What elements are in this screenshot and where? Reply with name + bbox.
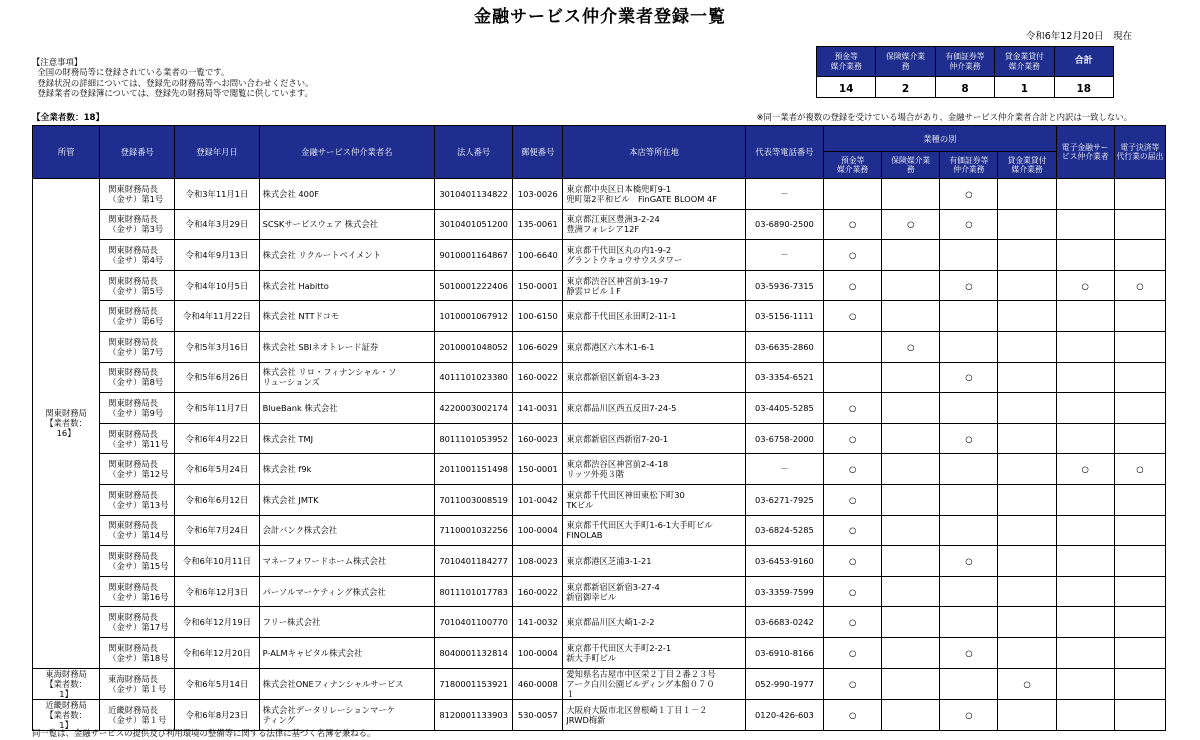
- elec-pay-mark-cell: [1114, 393, 1165, 424]
- business-mark-cell: [998, 607, 1056, 638]
- phone-cell: 03-6890-2500: [745, 209, 823, 240]
- elec-fin-mark-cell: [1056, 484, 1114, 515]
- table-row: [33, 668, 1166, 699]
- business-mark-cell: ○: [824, 515, 882, 546]
- total-count: 【全業者数：18】: [32, 113, 105, 123]
- address-cell: 東京都江東区豊洲3-2-24 豊洲フォレシア12F: [563, 209, 745, 240]
- business-mark-cell: ○: [824, 240, 882, 271]
- business-mark-cell: ○: [824, 209, 882, 240]
- corp-no-cell: 1010001067912: [435, 301, 513, 332]
- business-mark-cell: [882, 301, 940, 332]
- reg-date-cell: 令和4年3月29日: [175, 209, 259, 240]
- reg-date-cell: 令和6年6月12日: [175, 484, 259, 515]
- postal-cell: 108-0023: [513, 546, 563, 577]
- business-mark-cell: [882, 699, 940, 730]
- business-mark-cell: [998, 301, 1056, 332]
- table-row: [33, 607, 1166, 638]
- business-mark-cell: [824, 179, 882, 210]
- table-row: [33, 699, 1166, 730]
- table-row: [33, 423, 1166, 454]
- business-mark-cell: [998, 179, 1056, 210]
- header-elec-fin: 電子金融サー ビス仲介業者: [1056, 126, 1114, 179]
- address-cell: 東京都品川区大崎1-2-2: [563, 607, 745, 638]
- phone-cell: 03-3359-7599: [745, 576, 823, 607]
- name-cell: BlueBank 株式会社: [259, 393, 434, 424]
- business-mark-cell: ○: [940, 209, 998, 240]
- summary-value: 1: [995, 77, 1054, 98]
- header-corp-no: 法人番号: [435, 126, 513, 179]
- address-cell: 東京都港区芝浦3-1-21: [563, 546, 745, 577]
- business-mark-cell: [940, 454, 998, 485]
- business-mark-cell: ○: [940, 699, 998, 730]
- business-mark-cell: [998, 240, 1056, 271]
- corp-no-cell: 7110001032256: [435, 515, 513, 546]
- phone-cell: 03-6910-8166: [745, 637, 823, 668]
- corp-no-cell: 7011003008519: [435, 484, 513, 515]
- registry-table: [32, 125, 1166, 731]
- name-cell: 株式会社 f9k: [259, 454, 434, 485]
- phone-cell: 03-4405-5285: [745, 393, 823, 424]
- elec-pay-mark-cell: ○: [1114, 270, 1165, 301]
- business-mark-cell: [824, 362, 882, 393]
- business-mark-cell: [940, 240, 998, 271]
- address-cell: 東京都千代田区大手町1-6-1大手町ビル FINOLAB: [563, 515, 745, 546]
- business-mark-cell: ○: [824, 668, 882, 699]
- postal-cell: 160-0022: [513, 362, 563, 393]
- postal-cell: 135-0061: [513, 209, 563, 240]
- table-row: [33, 301, 1166, 332]
- business-mark-cell: ○: [940, 362, 998, 393]
- address-cell: 東京都新宿区西新宿7-20-1: [563, 423, 745, 454]
- business-mark-cell: [882, 454, 940, 485]
- reg-no-cell: 関東財務局長 （金サ）第6号: [100, 301, 175, 332]
- reg-date-cell: 令和6年8月23日: [175, 699, 259, 730]
- corp-no-cell: 9010001164867: [435, 240, 513, 271]
- corp-no-cell: 2010001048052: [435, 331, 513, 362]
- summary-header: 預金等 媒介業務: [817, 47, 876, 77]
- business-mark-cell: [998, 270, 1056, 301]
- postal-cell: 103-0026: [513, 179, 563, 210]
- header-postal: 郵便番号: [513, 126, 563, 179]
- reg-no-cell: 近畿財務局長 （金サ）第１号: [100, 699, 175, 730]
- business-mark-cell: [882, 423, 940, 454]
- business-mark-cell: [940, 515, 998, 546]
- elec-pay-mark-cell: [1114, 240, 1165, 271]
- corp-no-cell: 7180001153921: [435, 668, 513, 699]
- address-cell: 大阪府大阪市北区曽根崎１丁目１－２ JRWD梅新: [563, 699, 745, 730]
- business-mark-cell: ○: [824, 607, 882, 638]
- reg-no-cell: 関東財務局長 （金サ）第11号: [100, 423, 175, 454]
- header-biz-insurance: 保険媒介業 務: [882, 152, 940, 179]
- corp-no-cell: 3010401134822: [435, 179, 513, 210]
- reg-date-cell: 令和3年11月1日: [175, 179, 259, 210]
- reg-date-cell: 令和6年7月24日: [175, 515, 259, 546]
- note-line: 登録状況の詳細については、登録先の財務局等へお問い合わせください。: [37, 77, 314, 88]
- address-cell: 東京都中央区日本橋兜町9-1 兜町第2平和ビル FinGATE BLOOM 4F: [563, 179, 745, 210]
- summary-header: 貸金業貸付 媒介業務: [995, 47, 1054, 77]
- postal-cell: 101-0042: [513, 484, 563, 515]
- corp-no-cell: 7010401100770: [435, 607, 513, 638]
- note-line: 全国の財務局等に登録されている業者の一覧です。: [37, 67, 230, 78]
- elec-pay-mark-cell: [1114, 607, 1165, 638]
- business-mark-cell: ○: [940, 270, 998, 301]
- phone-cell: 03-3354-6521: [745, 362, 823, 393]
- business-mark-cell: [940, 668, 998, 699]
- corp-no-cell: 8040001132814: [435, 637, 513, 668]
- business-mark-cell: [882, 393, 940, 424]
- postal-cell: 460-0008: [513, 668, 563, 699]
- table-row: [33, 515, 1166, 546]
- corp-no-cell: 4220003002174: [435, 393, 513, 424]
- business-mark-cell: ○: [940, 179, 998, 210]
- summary-value: 14: [817, 77, 876, 98]
- reg-no-cell: 関東財務局長 （金サ）第17号: [100, 607, 175, 638]
- reg-date-cell: 令和4年11月22日: [175, 301, 259, 332]
- reg-date-cell: 令和4年10月5日: [175, 270, 259, 301]
- name-cell: 株式会社ONEフィナンシャルサービス: [259, 668, 434, 699]
- summary-value: 8: [935, 77, 994, 98]
- table-row: [33, 240, 1166, 271]
- header-name: 金融サービス仲介業者名: [259, 126, 434, 179]
- elec-fin-mark-cell: [1056, 668, 1114, 699]
- header-elec-pay: 電子決済等 代行業の届出: [1114, 126, 1165, 179]
- page-title: 金融サービス仲介業者登録一覧: [474, 7, 726, 27]
- table-row: [33, 331, 1166, 362]
- reg-no-cell: 関東財務局長 （金サ）第14号: [100, 515, 175, 546]
- name-cell: パーソルマーケティング株式会社: [259, 576, 434, 607]
- elec-pay-mark-cell: [1114, 515, 1165, 546]
- name-cell: 株式会社 NTTドコモ: [259, 301, 434, 332]
- name-cell: P-ALMキャピタル株式会社: [259, 637, 434, 668]
- reg-no-cell: 関東財務局長 （金サ）第3号: [100, 209, 175, 240]
- phone-cell: －: [745, 179, 823, 210]
- reg-date-cell: 令和6年10月11日: [175, 546, 259, 577]
- name-cell: 株式会社 SBIネオトレード証券: [259, 331, 434, 362]
- name-cell: 株式会社 JMTK: [259, 484, 434, 515]
- header-biz-deposit: 預金等 媒介業務: [824, 152, 882, 179]
- reg-no-cell: 関東財務局長 （金サ）第18号: [100, 637, 175, 668]
- business-mark-cell: [882, 668, 940, 699]
- postal-cell: 100-6150: [513, 301, 563, 332]
- business-mark-cell: [882, 546, 940, 577]
- summary-value: 2: [876, 77, 935, 98]
- reg-date-cell: 令和5年6月26日: [175, 362, 259, 393]
- elec-fin-mark-cell: [1056, 393, 1114, 424]
- reg-no-cell: 関東財務局長 （金サ）第1号: [100, 179, 175, 210]
- phone-cell: 03-6824-5285: [745, 515, 823, 546]
- business-mark-cell: [940, 393, 998, 424]
- business-mark-cell: [998, 454, 1056, 485]
- reg-date-cell: 令和6年4月22日: [175, 423, 259, 454]
- table-row: [33, 576, 1166, 607]
- business-mark-cell: [998, 515, 1056, 546]
- elec-pay-mark-cell: [1114, 331, 1165, 362]
- elec-fin-mark-cell: [1056, 240, 1114, 271]
- address-cell: 東京都品川区西五反田7-24-5: [563, 393, 745, 424]
- business-mark-cell: ○: [824, 699, 882, 730]
- phone-cell: 03-6635-2860: [745, 331, 823, 362]
- elec-pay-mark-cell: [1114, 546, 1165, 577]
- business-mark-cell: [882, 607, 940, 638]
- elec-fin-mark-cell: [1056, 209, 1114, 240]
- corp-no-cell: 3010401051200: [435, 209, 513, 240]
- business-mark-cell: ○: [824, 270, 882, 301]
- business-mark-cell: [998, 362, 1056, 393]
- business-mark-cell: [940, 331, 998, 362]
- business-mark-cell: [824, 331, 882, 362]
- table-row: [33, 454, 1166, 485]
- elec-fin-mark-cell: [1056, 179, 1114, 210]
- address-cell: 愛知県名古屋市中区栄２丁目２番２３号 アーク白川公園ビルディング本館０７０ １: [563, 668, 745, 699]
- note-line: 登録業者の登録簿については、登録先の財務局等で閲覧に供しています。: [37, 88, 313, 99]
- address-cell: 東京都渋谷区神宮前3-19-7 静雲ロビル１F: [563, 270, 745, 301]
- reg-no-cell: 関東財務局長 （金サ）第4号: [100, 240, 175, 271]
- name-cell: フリー株式会社: [259, 607, 434, 638]
- elec-fin-mark-cell: [1056, 331, 1114, 362]
- business-mark-cell: ○: [824, 423, 882, 454]
- corp-no-cell: 2011001151498: [435, 454, 513, 485]
- reg-no-cell: 関東財務局長 （金サ）第12号: [100, 454, 175, 485]
- elec-fin-mark-cell: [1056, 301, 1114, 332]
- business-mark-cell: [998, 699, 1056, 730]
- reg-no-cell: 関東財務局長 （金サ）第8号: [100, 362, 175, 393]
- business-mark-cell: [940, 301, 998, 332]
- postal-cell: 100-0004: [513, 515, 563, 546]
- bureau-cell: 近畿財務局 【業者数： 1】: [33, 699, 100, 730]
- address-cell: 東京都新宿区新宿3-27-4 新宿御幸ビル: [563, 576, 745, 607]
- summary-table: [816, 46, 1114, 98]
- reg-date-cell: 令和6年12月3日: [175, 576, 259, 607]
- corp-no-cell: 5010001222406: [435, 270, 513, 301]
- reg-no-cell: 東海財務局長 （金サ）第１号: [100, 668, 175, 699]
- reg-date-cell: 令和5年3月16日: [175, 331, 259, 362]
- postal-cell: 160-0022: [513, 576, 563, 607]
- elec-fin-mark-cell: [1056, 362, 1114, 393]
- elec-fin-mark-cell: [1056, 546, 1114, 577]
- phone-cell: 03-6683-0242: [745, 607, 823, 638]
- header-jurisdiction: 所管: [33, 126, 100, 179]
- elec-fin-mark-cell: [1056, 607, 1114, 638]
- address-cell: 東京都千代田区大手町2-2-1 新大手町ビル: [563, 637, 745, 668]
- business-mark-cell: ○: [882, 209, 940, 240]
- business-mark-cell: ○: [824, 576, 882, 607]
- summary-value-total: 18: [1054, 77, 1113, 98]
- postal-cell: 150-0001: [513, 454, 563, 485]
- reg-date-cell: 令和6年12月19日: [175, 607, 259, 638]
- address-cell: 東京都千代田区永田町2-11-1: [563, 301, 745, 332]
- elec-pay-mark-cell: [1114, 179, 1165, 210]
- name-cell: 株式会社 リロ・フィナンシャル・ソ リューションズ: [259, 362, 434, 393]
- corp-no-cell: 8120001133903: [435, 699, 513, 730]
- phone-cell: 03-6758-2000: [745, 423, 823, 454]
- postal-cell: 141-0032: [513, 607, 563, 638]
- header-biz-lending: 貸金業貸付 媒介業務: [998, 152, 1056, 179]
- name-cell: 会計バンク株式会社: [259, 515, 434, 546]
- phone-cell: 03-5156-1111: [745, 301, 823, 332]
- corp-no-cell: 4011101023380: [435, 362, 513, 393]
- registry-body: [33, 179, 1166, 731]
- business-mark-cell: [882, 270, 940, 301]
- reg-no-cell: 関東財務局長 （金サ）第7号: [100, 331, 175, 362]
- table-row: [33, 362, 1166, 393]
- notes-heading: 【注意事項】: [32, 57, 83, 67]
- elec-pay-mark-cell: [1114, 637, 1165, 668]
- elec-pay-mark-cell: [1114, 576, 1165, 607]
- phone-cell: －: [745, 454, 823, 485]
- summary-header: 有価証券等 仲介業務: [935, 47, 994, 77]
- business-mark-cell: ○: [940, 637, 998, 668]
- business-mark-cell: ○: [824, 484, 882, 515]
- business-mark-cell: [882, 240, 940, 271]
- summary-header-total: 合計: [1054, 47, 1113, 77]
- business-mark-cell: [882, 637, 940, 668]
- name-cell: 株式会社 TMJ: [259, 423, 434, 454]
- business-mark-cell: [998, 331, 1056, 362]
- business-mark-cell: [882, 515, 940, 546]
- reg-no-cell: 関東財務局長 （金サ）第13号: [100, 484, 175, 515]
- corp-no-cell: 7010401184277: [435, 546, 513, 577]
- table-row: [33, 484, 1166, 515]
- business-mark-cell: [998, 576, 1056, 607]
- business-mark-cell: [882, 576, 940, 607]
- table-row: [33, 393, 1166, 424]
- reg-no-cell: 関東財務局長 （金サ）第15号: [100, 546, 175, 577]
- phone-cell: －: [745, 240, 823, 271]
- header-phone: 代表等電話番号: [745, 126, 823, 179]
- business-mark-cell: ○: [824, 546, 882, 577]
- name-cell: 株式会社データリレーションマーケ ティング: [259, 699, 434, 730]
- business-mark-cell: [940, 607, 998, 638]
- elec-fin-mark-cell: [1056, 423, 1114, 454]
- table-row: [33, 270, 1166, 301]
- table-row: [33, 546, 1166, 577]
- elec-pay-mark-cell: [1114, 423, 1165, 454]
- address-cell: 東京都渋谷区神宮前2-4-18 リッツ外苑３階: [563, 454, 745, 485]
- postal-cell: 100-6640: [513, 240, 563, 271]
- business-mark-cell: [882, 362, 940, 393]
- business-mark-cell: [998, 423, 1056, 454]
- business-mark-cell: ○: [824, 393, 882, 424]
- notes: [32, 57, 314, 99]
- phone-cell: 03-6271-7925: [745, 484, 823, 515]
- business-mark-cell: [940, 576, 998, 607]
- business-mark-cell: [998, 637, 1056, 668]
- business-mark-cell: [998, 393, 1056, 424]
- header-business-group: 業種の別: [824, 126, 1057, 152]
- reg-no-cell: 関東財務局長 （金サ）第9号: [100, 393, 175, 424]
- bottom-note: 同一覧は、金融サービスの提供及び利用環境の整備等に関する法律に基づく名簿を兼ねる。: [32, 728, 376, 738]
- name-cell: マネーフォワードホーム株式会社: [259, 546, 434, 577]
- address-cell: 東京都千代田区神田東松下町30 TKビル: [563, 484, 745, 515]
- header-reg-date: 登録年月日: [175, 126, 259, 179]
- elec-pay-mark-cell: [1114, 699, 1165, 730]
- business-mark-cell: [882, 179, 940, 210]
- business-mark-cell: ○: [940, 423, 998, 454]
- name-cell: 株式会社 リクルートペイメント: [259, 240, 434, 271]
- header-reg-no: 登録番号: [100, 126, 175, 179]
- elec-fin-mark-cell: ○: [1056, 270, 1114, 301]
- phone-cell: 03-5936-7315: [745, 270, 823, 301]
- phone-cell: 052-990-1977: [745, 668, 823, 699]
- footnote: ※同一業者が複数の登録を受けている場合があり、金融サービス仲介業者合計と内訳は一致しない。: [756, 112, 1132, 122]
- corp-no-cell: 8011101017783: [435, 576, 513, 607]
- address-cell: 東京都新宿区新宿4-3-23: [563, 362, 745, 393]
- postal-cell: 150-0001: [513, 270, 563, 301]
- business-mark-cell: [998, 484, 1056, 515]
- as-of-date: 令和6年12月20日 現在: [1025, 31, 1132, 42]
- business-mark-cell: [998, 546, 1056, 577]
- address-cell: 東京都港区六本木1-6-1: [563, 331, 745, 362]
- table-row: [33, 179, 1166, 210]
- reg-date-cell: 令和4年9月13日: [175, 240, 259, 271]
- elec-pay-mark-cell: [1114, 301, 1165, 332]
- business-mark-cell: ○: [882, 331, 940, 362]
- bureau-cell: 東海財務局 【業者数： 1】: [33, 668, 100, 699]
- phone-cell: 03-6453-9160: [745, 546, 823, 577]
- address-cell: 東京都千代田区丸の内1-9-2 グラントウキョウサウスタワー: [563, 240, 745, 271]
- corp-no-cell: 8011101053952: [435, 423, 513, 454]
- business-mark-cell: [940, 484, 998, 515]
- business-mark-cell: ○: [998, 668, 1056, 699]
- elec-pay-mark-cell: [1114, 668, 1165, 699]
- reg-no-cell: 関東財務局長 （金サ）第16号: [100, 576, 175, 607]
- name-cell: 株式会社 Habitto: [259, 270, 434, 301]
- postal-cell: 530-0057: [513, 699, 563, 730]
- elec-fin-mark-cell: [1056, 699, 1114, 730]
- postal-cell: 106-6029: [513, 331, 563, 362]
- reg-no-cell: 関東財務局長 （金サ）第5号: [100, 270, 175, 301]
- reg-date-cell: 令和6年5月24日: [175, 454, 259, 485]
- table-row: [33, 209, 1166, 240]
- summary-header: 保険媒介業 務: [876, 47, 935, 77]
- elec-fin-mark-cell: [1056, 576, 1114, 607]
- name-cell: SCSKサービスウェア 株式会社: [259, 209, 434, 240]
- business-mark-cell: ○: [824, 301, 882, 332]
- elec-pay-mark-cell: [1114, 362, 1165, 393]
- elec-pay-mark-cell: [1114, 209, 1165, 240]
- elec-fin-mark-cell: ○: [1056, 454, 1114, 485]
- name-cell: 株式会社 400F: [259, 179, 434, 210]
- postal-cell: 100-0004: [513, 637, 563, 668]
- elec-pay-mark-cell: ○: [1114, 454, 1165, 485]
- bureau-cell: 関東財務局 【業者数： 16】: [33, 179, 100, 669]
- business-mark-cell: [998, 209, 1056, 240]
- reg-date-cell: 令和6年12月20日: [175, 637, 259, 668]
- business-mark-cell: [882, 484, 940, 515]
- postal-cell: 141-0031: [513, 393, 563, 424]
- postal-cell: 160-0023: [513, 423, 563, 454]
- elec-fin-mark-cell: [1056, 637, 1114, 668]
- elec-pay-mark-cell: [1114, 484, 1165, 515]
- business-mark-cell: ○: [824, 454, 882, 485]
- elec-fin-mark-cell: [1056, 515, 1114, 546]
- header-biz-securities: 有価証券等 仲介業務: [940, 152, 998, 179]
- reg-date-cell: 令和5年11月7日: [175, 393, 259, 424]
- header-address: 本店等所在地: [563, 126, 745, 179]
- business-mark-cell: ○: [940, 546, 998, 577]
- table-row: [33, 637, 1166, 668]
- phone-cell: 0120-426-603: [745, 699, 823, 730]
- reg-date-cell: 令和6年5月14日: [175, 668, 259, 699]
- business-mark-cell: ○: [824, 637, 882, 668]
